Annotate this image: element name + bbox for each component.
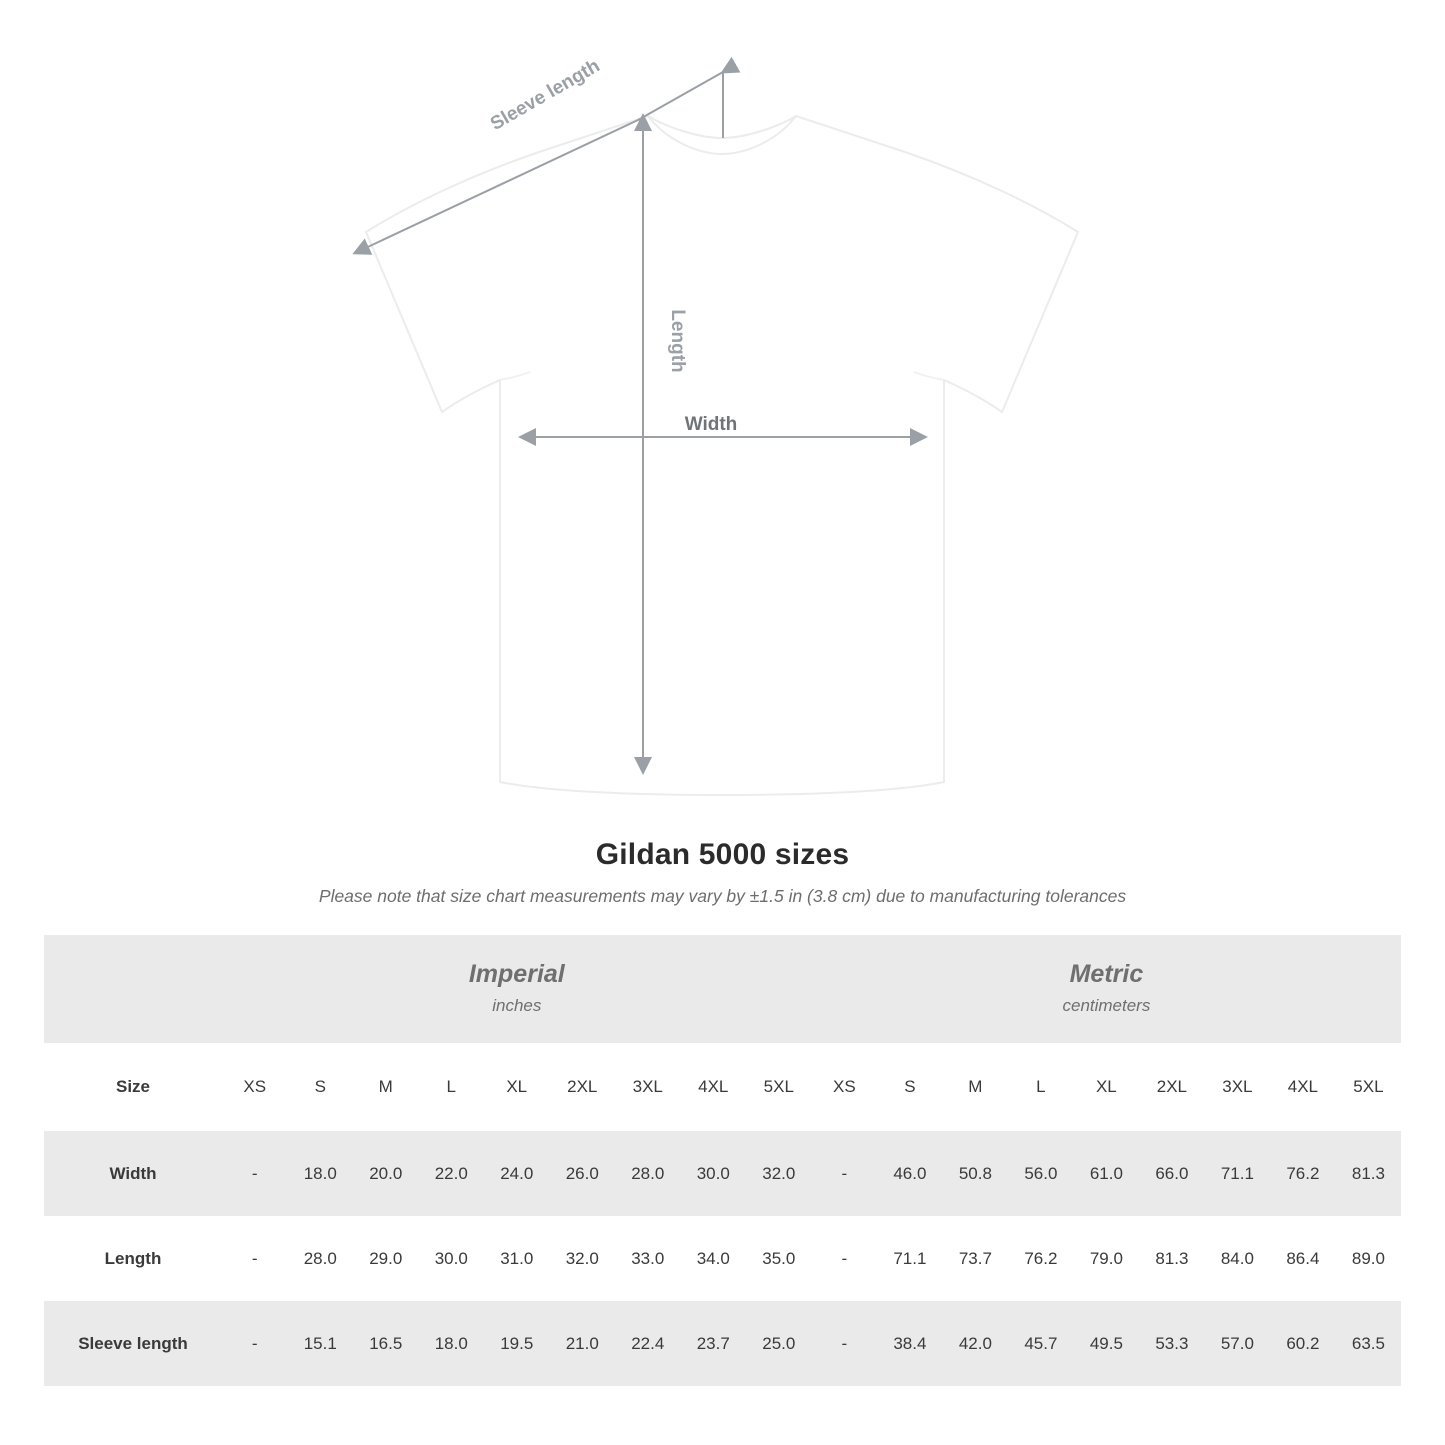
size-header-metric-5xl: 5XL	[1336, 1043, 1402, 1131]
cell-imperial-length-5xl: 35.0	[746, 1216, 812, 1301]
cell-imperial-width-2xl: 26.0	[550, 1131, 616, 1216]
cell-metric-length-m: 73.7	[943, 1216, 1009, 1301]
size-header-imperial-4xl: 4XL	[681, 1043, 747, 1131]
cell-imperial-width-3xl: 28.0	[615, 1131, 681, 1216]
tolerance-note: Please note that size chart measurements may vary by ±1.5 in (3.8 cm) due to manufacturing tolerances	[318, 886, 1127, 906]
cell-metric-sleeve-length-l: 45.7	[1008, 1301, 1074, 1386]
page-title: Gildan 5000 sizes	[595, 838, 850, 871]
cell-metric-width-3xl: 71.1	[1205, 1131, 1271, 1216]
size-header-metric-xs: XS	[812, 1043, 878, 1131]
tshirt-shape	[366, 116, 1078, 795]
cell-imperial-length-xs: -	[222, 1216, 288, 1301]
cell-imperial-length-l: 30.0	[419, 1216, 485, 1301]
cell-imperial-sleeve-length-3xl: 22.4	[615, 1301, 681, 1386]
unit-group-imperial	[222, 935, 812, 1043]
cell-imperial-length-m: 29.0	[353, 1216, 419, 1301]
cell-imperial-width-xs: -	[222, 1131, 288, 1216]
cell-metric-width-m: 50.8	[943, 1131, 1009, 1216]
cell-metric-sleeve-length-5xl: 63.5	[1336, 1301, 1402, 1386]
unit-group-sub: inches	[492, 996, 542, 1015]
cell-metric-width-xs: -	[812, 1131, 878, 1216]
cell-metric-length-s: 71.1	[877, 1216, 943, 1301]
row-header-width: Width	[44, 1131, 222, 1216]
width-label: Width	[684, 414, 738, 435]
cell-metric-sleeve-length-xs: -	[812, 1301, 878, 1386]
cell-imperial-sleeve-length-4xl: 23.7	[681, 1301, 747, 1386]
table-row	[44, 1301, 1401, 1386]
cell-imperial-width-l: 22.0	[419, 1131, 485, 1216]
cell-imperial-sleeve-length-l: 18.0	[419, 1301, 485, 1386]
cell-imperial-width-m: 20.0	[353, 1131, 419, 1216]
cell-imperial-width-5xl: 32.0	[746, 1131, 812, 1216]
cell-metric-sleeve-length-2xl: 53.3	[1139, 1301, 1205, 1386]
cell-metric-sleeve-length-m: 42.0	[943, 1301, 1009, 1386]
unit-group-name: Metric	[1069, 960, 1144, 988]
row-header-sleeve-length: Sleeve length	[44, 1301, 222, 1386]
size-header-imperial-5xl: 5XL	[746, 1043, 812, 1131]
cell-metric-sleeve-length-4xl: 60.2	[1270, 1301, 1336, 1386]
size-header-metric-3xl: 3XL	[1205, 1043, 1271, 1131]
cell-imperial-sleeve-length-m: 16.5	[353, 1301, 419, 1386]
table-row	[44, 1216, 1401, 1301]
size-table-wrapper	[44, 935, 1401, 1386]
cell-imperial-length-3xl: 33.0	[615, 1216, 681, 1301]
cell-imperial-length-2xl: 32.0	[550, 1216, 616, 1301]
cell-metric-length-3xl: 84.0	[1205, 1216, 1271, 1301]
cell-imperial-length-4xl: 34.0	[681, 1216, 747, 1301]
cell-metric-length-l: 76.2	[1008, 1216, 1074, 1301]
cell-metric-length-xs: -	[812, 1216, 878, 1301]
size-header-metric-s: S	[877, 1043, 943, 1131]
size-header-metric-xl: XL	[1074, 1043, 1140, 1131]
size-header-row	[44, 1043, 1401, 1131]
unit-header-row	[44, 935, 1401, 1043]
cell-metric-width-l: 56.0	[1008, 1131, 1074, 1216]
table-row	[44, 1131, 1401, 1216]
cell-metric-width-2xl: 66.0	[1139, 1131, 1205, 1216]
size-header-metric-m: M	[943, 1043, 1009, 1131]
size-header-imperial-s: S	[288, 1043, 354, 1131]
unit-group-name: Imperial	[468, 960, 565, 988]
sleeve-length-label: Sleeve length	[486, 55, 604, 135]
size-header-imperial-2xl: 2XL	[550, 1043, 616, 1131]
cell-imperial-sleeve-length-2xl: 21.0	[550, 1301, 616, 1386]
cell-imperial-length-xl: 31.0	[484, 1216, 550, 1301]
title-block	[0, 838, 1445, 907]
cell-imperial-sleeve-length-5xl: 25.0	[746, 1301, 812, 1386]
cell-metric-sleeve-length-s: 38.4	[877, 1301, 943, 1386]
cell-imperial-width-xl: 24.0	[484, 1131, 550, 1216]
size-header-imperial-l: L	[419, 1043, 485, 1131]
cell-metric-width-xl: 61.0	[1074, 1131, 1140, 1216]
row-header-length: Length	[44, 1216, 222, 1301]
cell-metric-length-xl: 79.0	[1074, 1216, 1140, 1301]
cell-imperial-sleeve-length-s: 15.1	[288, 1301, 354, 1386]
cell-imperial-sleeve-length-xl: 19.5	[484, 1301, 550, 1386]
cell-metric-length-2xl: 81.3	[1139, 1216, 1205, 1301]
size-header-metric-l: L	[1008, 1043, 1074, 1131]
length-label: Length	[667, 309, 688, 373]
unit-group-sub: centimeters	[1062, 996, 1151, 1015]
cell-metric-width-s: 46.0	[877, 1131, 943, 1216]
cell-metric-width-5xl: 81.3	[1336, 1131, 1402, 1216]
cell-imperial-width-s: 18.0	[288, 1131, 354, 1216]
cell-imperial-sleeve-length-xs: -	[222, 1301, 288, 1386]
cell-metric-length-4xl: 86.4	[1270, 1216, 1336, 1301]
size-header-metric-4xl: 4XL	[1270, 1043, 1336, 1131]
size-header-imperial-m: M	[353, 1043, 419, 1131]
cell-metric-sleeve-length-3xl: 57.0	[1205, 1301, 1271, 1386]
cell-metric-sleeve-length-xl: 49.5	[1074, 1301, 1140, 1386]
cell-metric-width-4xl: 76.2	[1270, 1131, 1336, 1216]
cell-imperial-width-4xl: 30.0	[681, 1131, 747, 1216]
unit-header-spacer	[44, 935, 222, 1043]
size-header-imperial-xl: XL	[484, 1043, 550, 1131]
unit-group-metric	[812, 935, 1402, 1043]
size-table	[44, 935, 1401, 1386]
cell-imperial-length-s: 28.0	[288, 1216, 354, 1301]
size-header-imperial-3xl: 3XL	[615, 1043, 681, 1131]
cell-metric-length-5xl: 89.0	[1336, 1216, 1402, 1301]
row-header-size: Size	[44, 1043, 222, 1131]
size-header-metric-2xl: 2XL	[1139, 1043, 1205, 1131]
size-header-imperial-xs: XS	[222, 1043, 288, 1131]
